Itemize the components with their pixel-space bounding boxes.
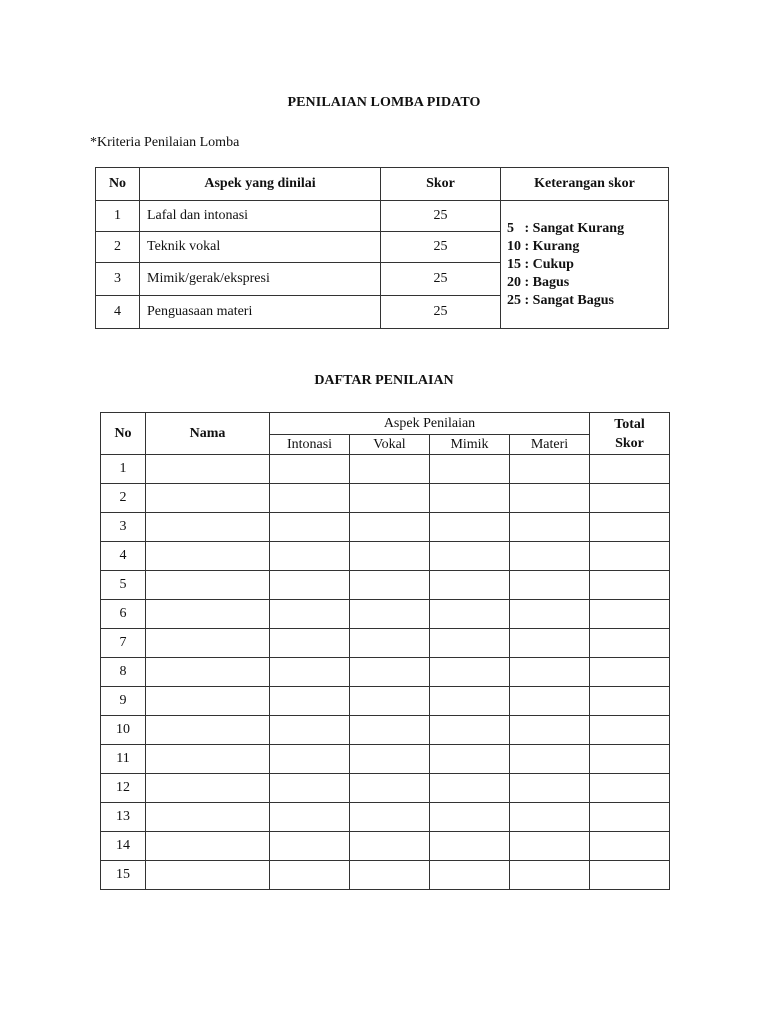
score-cell-total[interactable]: [590, 658, 670, 687]
score-cell-intonasi[interactable]: [270, 861, 350, 890]
score-cell-total[interactable]: [590, 745, 670, 774]
score-row-number: 9: [101, 687, 146, 716]
score-header-materi: Materi: [510, 435, 590, 455]
score-row-number: 8: [101, 658, 146, 687]
score-key-line: 15 : Cukup: [507, 256, 574, 272]
criteria-no: 3: [96, 263, 140, 296]
score-cell-vokal[interactable]: [350, 542, 430, 571]
score-cell-mimik[interactable]: [430, 658, 510, 687]
score-cell-materi[interactable]: [510, 687, 590, 716]
score-cell-total[interactable]: [590, 803, 670, 832]
score-sheet-table: [100, 412, 670, 890]
score-cell-name[interactable]: [146, 571, 270, 600]
score-key-cell: [501, 201, 669, 329]
score-sheet-body: [101, 455, 670, 890]
score-sheet-title: DAFTAR PENILAIAN: [314, 373, 454, 388]
score-cell-intonasi[interactable]: [270, 484, 350, 513]
score-cell-total[interactable]: [590, 455, 670, 484]
score-row: [101, 861, 670, 890]
score-cell-vokal[interactable]: [350, 803, 430, 832]
score-cell-total[interactable]: [590, 687, 670, 716]
score-cell-name[interactable]: [146, 542, 270, 571]
score-cell-name[interactable]: [146, 629, 270, 658]
score-cell-vokal[interactable]: [350, 745, 430, 774]
criteria-header-no: No: [96, 168, 140, 201]
score-cell-mimik[interactable]: [430, 716, 510, 745]
score-cell-name[interactable]: [146, 513, 270, 542]
score-cell-total[interactable]: [590, 861, 670, 890]
score-key-line: 5 : Sangat Kurang: [507, 220, 625, 236]
score-cell-total[interactable]: [590, 513, 670, 542]
score-cell-materi[interactable]: [510, 745, 590, 774]
score-row-number: 10: [101, 716, 146, 745]
criteria-score: 25: [381, 296, 501, 329]
score-row: [101, 832, 670, 861]
score-cell-name[interactable]: [146, 687, 270, 716]
score-cell-vokal[interactable]: [350, 687, 430, 716]
score-cell-vokal[interactable]: [350, 832, 430, 861]
criteria-aspect: Mimik/gerak/ekspresi: [140, 263, 381, 296]
score-cell-name[interactable]: [146, 832, 270, 861]
score-header-no: No: [101, 413, 146, 455]
score-header-mimik: Mimik: [430, 435, 510, 455]
score-cell-vokal[interactable]: [350, 455, 430, 484]
score-cell-vokal[interactable]: [350, 600, 430, 629]
score-cell-materi[interactable]: [510, 542, 590, 571]
score-row: [101, 542, 670, 571]
score-cell-intonasi[interactable]: [270, 774, 350, 803]
criteria-no: 2: [96, 232, 140, 263]
score-cell-vokal[interactable]: [350, 484, 430, 513]
score-cell-intonasi[interactable]: [270, 629, 350, 658]
score-cell-mimik[interactable]: [430, 745, 510, 774]
score-row: [101, 803, 670, 832]
score-cell-mimik[interactable]: [430, 629, 510, 658]
score-row-number: 4: [101, 542, 146, 571]
score-cell-mimik[interactable]: [430, 484, 510, 513]
score-cell-mimik[interactable]: [430, 803, 510, 832]
score-cell-intonasi[interactable]: [270, 803, 350, 832]
score-cell-mimik[interactable]: [430, 455, 510, 484]
score-cell-name[interactable]: [146, 455, 270, 484]
score-row-number: 14: [101, 832, 146, 861]
score-cell-vokal[interactable]: [350, 774, 430, 803]
score-row-number: 12: [101, 774, 146, 803]
criteria-aspect: Penguasaan materi: [140, 296, 381, 329]
score-cell-materi[interactable]: [510, 803, 590, 832]
criteria-header-aspect: Aspek yang dinilai: [140, 168, 381, 201]
score-cell-intonasi[interactable]: [270, 658, 350, 687]
score-key-line: 20 : Bagus: [507, 274, 570, 290]
score-cell-intonasi[interactable]: [270, 600, 350, 629]
score-cell-vokal[interactable]: [350, 513, 430, 542]
score-cell-materi[interactable]: [510, 658, 590, 687]
score-cell-vokal[interactable]: [350, 629, 430, 658]
score-cell-materi[interactable]: [510, 513, 590, 542]
score-cell-materi[interactable]: [510, 571, 590, 600]
score-row: [101, 687, 670, 716]
score-cell-total[interactable]: [590, 571, 670, 600]
score-cell-intonasi[interactable]: [270, 716, 350, 745]
criteria-aspect: Teknik vokal: [140, 232, 381, 263]
score-row-number: 7: [101, 629, 146, 658]
score-row-number: 1: [101, 455, 146, 484]
score-cell-name[interactable]: [146, 658, 270, 687]
score-cell-materi[interactable]: [510, 774, 590, 803]
score-cell-total[interactable]: [590, 629, 670, 658]
score-row: [101, 571, 670, 600]
score-cell-materi[interactable]: [510, 484, 590, 513]
criteria-score: 25: [381, 232, 501, 263]
score-cell-total[interactable]: [590, 774, 670, 803]
score-cell-intonasi[interactable]: [270, 571, 350, 600]
score-cell-total[interactable]: [590, 716, 670, 745]
score-cell-name[interactable]: [146, 484, 270, 513]
score-cell-intonasi[interactable]: [270, 542, 350, 571]
score-row-number: 5: [101, 571, 146, 600]
score-row: [101, 716, 670, 745]
score-key-line: 25 : Sangat Bagus: [507, 292, 614, 308]
score-cell-materi[interactable]: [510, 832, 590, 861]
score-row-number: 6: [101, 600, 146, 629]
score-cell-vokal[interactable]: [350, 658, 430, 687]
score-cell-materi[interactable]: [510, 629, 590, 658]
score-cell-name[interactable]: [146, 600, 270, 629]
score-header-intonasi: Intonasi: [270, 435, 350, 455]
score-row: [101, 600, 670, 629]
score-row-number: 13: [101, 803, 146, 832]
score-cell-intonasi[interactable]: [270, 832, 350, 861]
criteria-note: *Kriteria Penilaian Lomba: [90, 135, 240, 150]
score-cell-name[interactable]: [146, 861, 270, 890]
score-header-aspect-group: Aspek Penilaian: [270, 413, 590, 435]
score-header-row: [101, 413, 670, 435]
score-cell-intonasi[interactable]: [270, 455, 350, 484]
score-key-line: 10 : Kurang: [507, 238, 580, 254]
score-cell-mimik[interactable]: [430, 600, 510, 629]
criteria-header-score: Skor: [381, 168, 501, 201]
score-row: [101, 513, 670, 542]
score-row: [101, 658, 670, 687]
score-header-total: Total Skor: [590, 413, 670, 455]
score-cell-mimik[interactable]: [430, 774, 510, 803]
score-cell-total[interactable]: [590, 542, 670, 571]
score-cell-intonasi[interactable]: [270, 513, 350, 542]
score-row-number: 3: [101, 513, 146, 542]
score-header-vokal: Vokal: [350, 435, 430, 455]
score-cell-materi[interactable]: [510, 455, 590, 484]
score-row: [101, 484, 670, 513]
score-row-number: 15: [101, 861, 146, 890]
criteria-table: [95, 167, 669, 329]
score-row: [101, 629, 670, 658]
score-cell-mimik[interactable]: [430, 687, 510, 716]
score-header-name: Nama: [146, 413, 270, 455]
score-cell-name[interactable]: [146, 803, 270, 832]
score-row-number: 2: [101, 484, 146, 513]
score-cell-materi[interactable]: [510, 716, 590, 745]
criteria-header-row: [96, 168, 669, 201]
score-cell-mimik[interactable]: [430, 861, 510, 890]
score-cell-mimik[interactable]: [430, 832, 510, 861]
criteria-aspect: Lafal dan intonasi: [140, 201, 381, 232]
score-cell-mimik[interactable]: [430, 513, 510, 542]
page-title: PENILAIAN LOMBA PIDATO: [287, 95, 481, 110]
score-cell-mimik[interactable]: [430, 571, 510, 600]
score-cell-mimik[interactable]: [430, 542, 510, 571]
criteria-score: 25: [381, 201, 501, 232]
score-cell-vokal[interactable]: [350, 716, 430, 745]
criteria-row: [96, 201, 669, 232]
score-cell-total[interactable]: [590, 832, 670, 861]
score-cell-vokal[interactable]: [350, 571, 430, 600]
score-row: [101, 455, 670, 484]
score-row: [101, 745, 670, 774]
score-cell-name[interactable]: [146, 745, 270, 774]
score-cell-intonasi[interactable]: [270, 687, 350, 716]
score-cell-total[interactable]: [590, 484, 670, 513]
score-cell-materi[interactable]: [510, 861, 590, 890]
score-cell-total[interactable]: [590, 600, 670, 629]
score-cell-name[interactable]: [146, 716, 270, 745]
criteria-score: 25: [381, 263, 501, 296]
score-cell-name[interactable]: [146, 774, 270, 803]
score-row-number: 11: [101, 745, 146, 774]
score-cell-intonasi[interactable]: [270, 745, 350, 774]
criteria-no: 1: [96, 201, 140, 232]
score-cell-materi[interactable]: [510, 600, 590, 629]
score-row: [101, 774, 670, 803]
criteria-no: 4: [96, 296, 140, 329]
criteria-header-key: Keterangan skor: [501, 168, 669, 201]
score-cell-vokal[interactable]: [350, 861, 430, 890]
